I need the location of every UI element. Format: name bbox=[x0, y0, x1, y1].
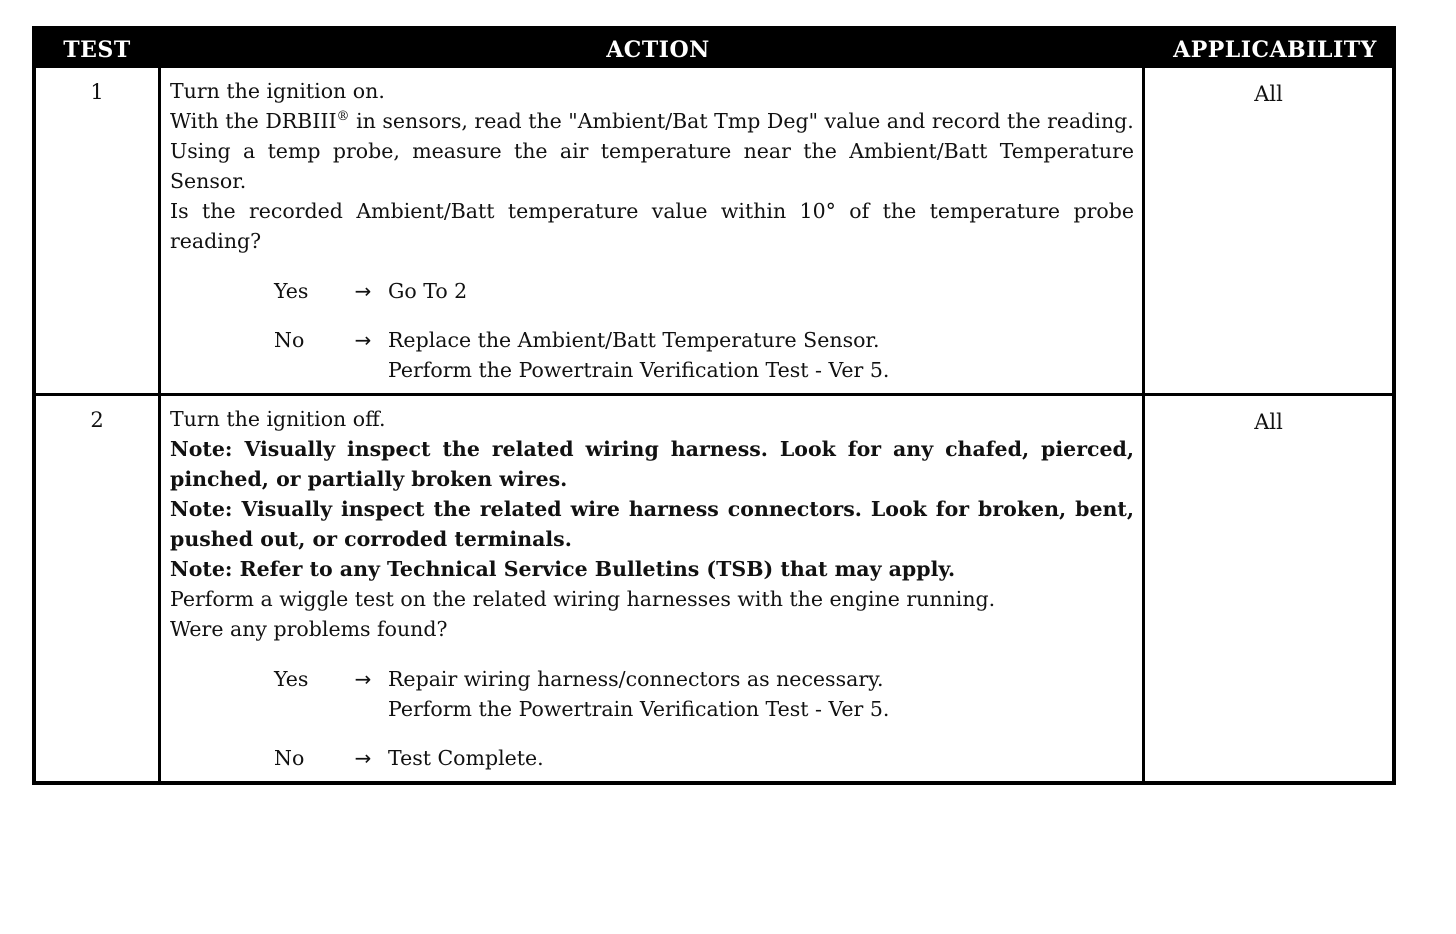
action-text: in sensors, read the "Ambient/Bat Tmp Deg" value and record the reading. bbox=[349, 109, 1134, 133]
header-action: ACTION bbox=[606, 37, 710, 63]
yes-label: Yes bbox=[274, 667, 309, 691]
right-arrow-icon: → bbox=[354, 746, 372, 770]
action-line: Turn the ignition off. bbox=[170, 407, 386, 431]
test-row-1 bbox=[36, 68, 1392, 393]
note-line: Note: Visually inspect the related wire harness connectors. Look for broken, bent, pushed out, or corroded terminals. bbox=[170, 497, 1134, 551]
note-line: Note: Visually inspect the related wiring harness. Look for any chafed, pierced, pinched, or partially broken wires. bbox=[170, 437, 1134, 491]
right-arrow-icon: → bbox=[354, 328, 372, 352]
note-line: Note: Refer to any Technical Service Bulletins (TSB) that may apply. bbox=[170, 557, 956, 581]
no-result: Test Complete. bbox=[388, 746, 544, 770]
no-label: No bbox=[274, 328, 305, 352]
applicability-cell: All bbox=[1142, 68, 1392, 393]
diagnostic-test-table bbox=[32, 26, 1396, 785]
no-result-line: Replace the Ambient/Batt Temperature Sensor. bbox=[388, 328, 880, 352]
right-arrow-icon: → bbox=[354, 667, 372, 691]
action-text: With the DRBIII bbox=[170, 109, 337, 133]
registered-mark-icon: ® bbox=[336, 109, 350, 125]
table-header bbox=[36, 30, 1392, 68]
no-outcome bbox=[274, 743, 1134, 773]
applicability-cell: All bbox=[1142, 396, 1392, 781]
test-row-2 bbox=[36, 393, 1392, 781]
action-line bbox=[170, 106, 1134, 136]
test-number: 1 bbox=[90, 80, 104, 104]
no-label: No bbox=[274, 746, 305, 770]
no-result bbox=[388, 325, 1134, 385]
action-cell bbox=[158, 396, 1142, 781]
no-outcome bbox=[274, 325, 1134, 385]
action-line: Were any problems found? bbox=[170, 617, 448, 641]
yes-result-line: Perform the Powertrain Verification Test - Ver 5. bbox=[388, 697, 890, 721]
action-line: Turn the ignition on. bbox=[170, 79, 385, 103]
header-applicability: APPLICABILITY bbox=[1173, 37, 1377, 63]
right-arrow-icon: → bbox=[354, 279, 372, 303]
yes-outcome bbox=[274, 664, 1134, 724]
action-cell bbox=[158, 68, 1142, 393]
yes-label: Yes bbox=[274, 279, 309, 303]
action-line: Perform a wiggle test on the related wiring harnesses with the engine running. bbox=[170, 587, 996, 611]
action-line: Using a temp probe, measure the air temperature near the Ambient/Batt Temperature Sensor. bbox=[170, 139, 1134, 193]
yes-result-line: Repair wiring harness/connectors as necessary. bbox=[388, 667, 884, 691]
yes-result bbox=[388, 664, 1134, 724]
header-test: TEST bbox=[63, 37, 131, 63]
no-result-line: Perform the Powertrain Verification Test - Ver 5. bbox=[388, 358, 890, 382]
action-line: Is the recorded Ambient/Batt temperature value within 10° of the temperature probe reading? bbox=[170, 199, 1134, 253]
test-number: 2 bbox=[90, 408, 104, 432]
yes-result: Go To 2 bbox=[388, 279, 468, 303]
yes-outcome bbox=[274, 276, 1134, 306]
